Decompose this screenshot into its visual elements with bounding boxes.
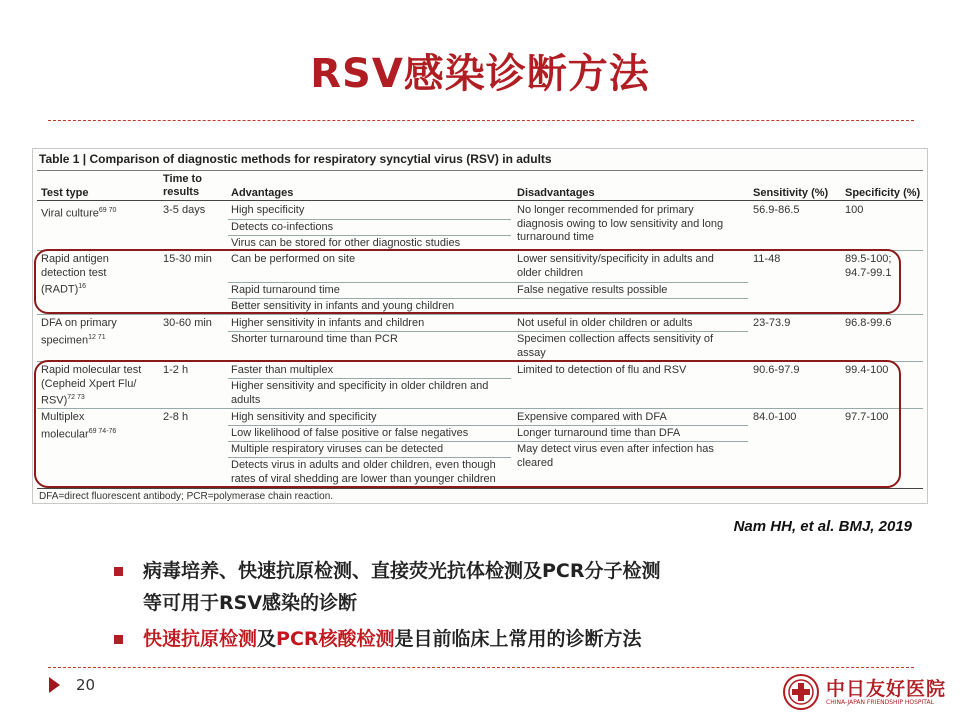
row4-adv1: Faster than multiplex [231, 364, 334, 376]
row3-sensitivity: 23-73.9 [753, 317, 791, 329]
row2-disadv2: False negative results possible [517, 284, 668, 296]
header-specificity: Specificity (%) [845, 187, 921, 199]
row5-sensitivity: 84.0-100 [753, 411, 797, 423]
table-footnote: DFA=direct fluorescent antibody; PCR=polymerase chain reaction. [39, 491, 334, 502]
hospital-name: 中日友好医院 [826, 678, 947, 700]
play-arrow-icon [49, 677, 60, 693]
row3-test: DFA on primary specimen$^{12 71}$ [41, 317, 117, 347]
row4-time: 1-2 h [163, 364, 189, 376]
row3-adv1: Higher sensitivity in infants and children [231, 317, 425, 329]
row2-specificity: 89.5-100; 94.7-99.1 [845, 253, 892, 279]
page-number: 20 [76, 676, 96, 694]
bullet-1-line1: 病毒培养、快速抗原检测、直接荧光抗体检测及PCR分子检测 [143, 560, 661, 582]
row5-test: Multiplex molecular$^{69 74-76}$ [41, 411, 117, 441]
header-test-type: Test type [41, 187, 89, 199]
citation: Nam HH, et al. BMJ, 2019 [733, 518, 912, 535]
footer-rule [37, 488, 923, 489]
row4-specificity: 99.4-100 [845, 364, 889, 376]
row2-adv2: Rapid turnaround time [231, 284, 340, 296]
bullet-2-text: 快速抗原检测及PCR核酸检测是目前临床上常用的诊断方法 [143, 628, 642, 650]
hospital-emblem-icon [782, 673, 820, 711]
slide-title: RSV感染诊断方法 [310, 51, 650, 97]
row1-adv3: Virus can be stored for other diagnostic studies [231, 237, 461, 249]
row1-test: Viral culture$^{69 70}$ [41, 207, 117, 220]
row3-disadv2: Specimen collection affects sensitivity of assay [517, 333, 714, 359]
bullet-square-icon [114, 567, 123, 576]
row4-sensitivity: 90.6-97.9 [753, 364, 800, 376]
row5-adv4: Detects virus in adults and older children, even though rates of viral shedding are lower than younger children [231, 459, 496, 485]
caption-rule [37, 170, 923, 171]
header-time [163, 173, 202, 199]
row5-adv1: High sensitivity and specificity [231, 411, 377, 423]
row1-time: 3-5 days [163, 204, 206, 216]
row1-sensitivity: 56.9-86.5 [753, 204, 800, 216]
row3-disadv1: Not useful in older children or adults [517, 317, 693, 329]
row3-adv2: Shorter turnaround time than PCR [231, 333, 398, 345]
header-rule [37, 200, 923, 201]
row5-time: 2-8 h [163, 411, 189, 423]
row5-adv3: Multiple respiratory viruses can be detected [231, 443, 444, 455]
row5-disadv2: Longer turnaround time than DFA [517, 427, 681, 439]
header-time-line1: Time to [163, 173, 202, 185]
row4-disadv1: Limited to detection of flu and RSV [517, 364, 687, 376]
header-disadvantages: Disadvantages [517, 187, 595, 199]
table-caption: Table 1 | Comparison of diagnostic methods for respiratory syncytial virus (RSV) in adults [39, 152, 552, 166]
row5-disadv3: May detect virus even after infection has cleared [517, 443, 714, 469]
highlight-molecular [34, 360, 901, 488]
row1-adv2: Detects co-infections [231, 221, 334, 233]
row1-specificity: 100 [845, 204, 864, 216]
row3-specificity: 96.8-99.6 [845, 317, 892, 329]
row5-specificity: 97.7-100 [845, 411, 889, 423]
row2-disadv1: Lower sensitivity/specificity in adults and older children [517, 253, 714, 279]
bullet-1-line2: 等可用于RSV感染的诊断 [143, 592, 358, 614]
bullet-square-icon [114, 635, 123, 644]
row2-time: 15-30 min [163, 253, 212, 265]
row3-time: 30-60 min [163, 317, 212, 329]
title-divider [48, 120, 914, 121]
highlight-radt [34, 249, 901, 314]
row2-sensitivity: 11-48 [753, 253, 781, 265]
hospital-subtitle: CHINA-JAPAN FRIENDSHIP HOSPITAL [826, 699, 934, 706]
row1-adv1: High specificity [231, 204, 305, 216]
header-time-line2: results [163, 186, 200, 198]
row2-test: Rapid antigen detection test (RADT)$^{16}$ [41, 253, 109, 296]
row4-adv2: Higher sensitivity and specificity in older children and adults [231, 380, 489, 406]
row4-test: Rapid molecular test (Cepheid Xpert Flu/ RSV)$^{72 73}$ [41, 364, 142, 407]
hospital-logo [782, 672, 947, 712]
row2-adv1: Can be performed on site [231, 253, 356, 265]
row2-adv3: Better sensitivity in infants and young children [231, 300, 455, 312]
row5-adv2: Low likelihood of false positive or false negatives [231, 427, 469, 439]
header-sensitivity: Sensitivity (%) [753, 187, 829, 199]
row5-disadv1: Expensive compared with DFA [517, 411, 667, 423]
row1-disadv: No longer recommended for primary diagnosis owing to low sensitivity and long turnaround time [517, 204, 724, 243]
header-advantages: Advantages [231, 187, 294, 199]
footer-divider [48, 667, 914, 668]
